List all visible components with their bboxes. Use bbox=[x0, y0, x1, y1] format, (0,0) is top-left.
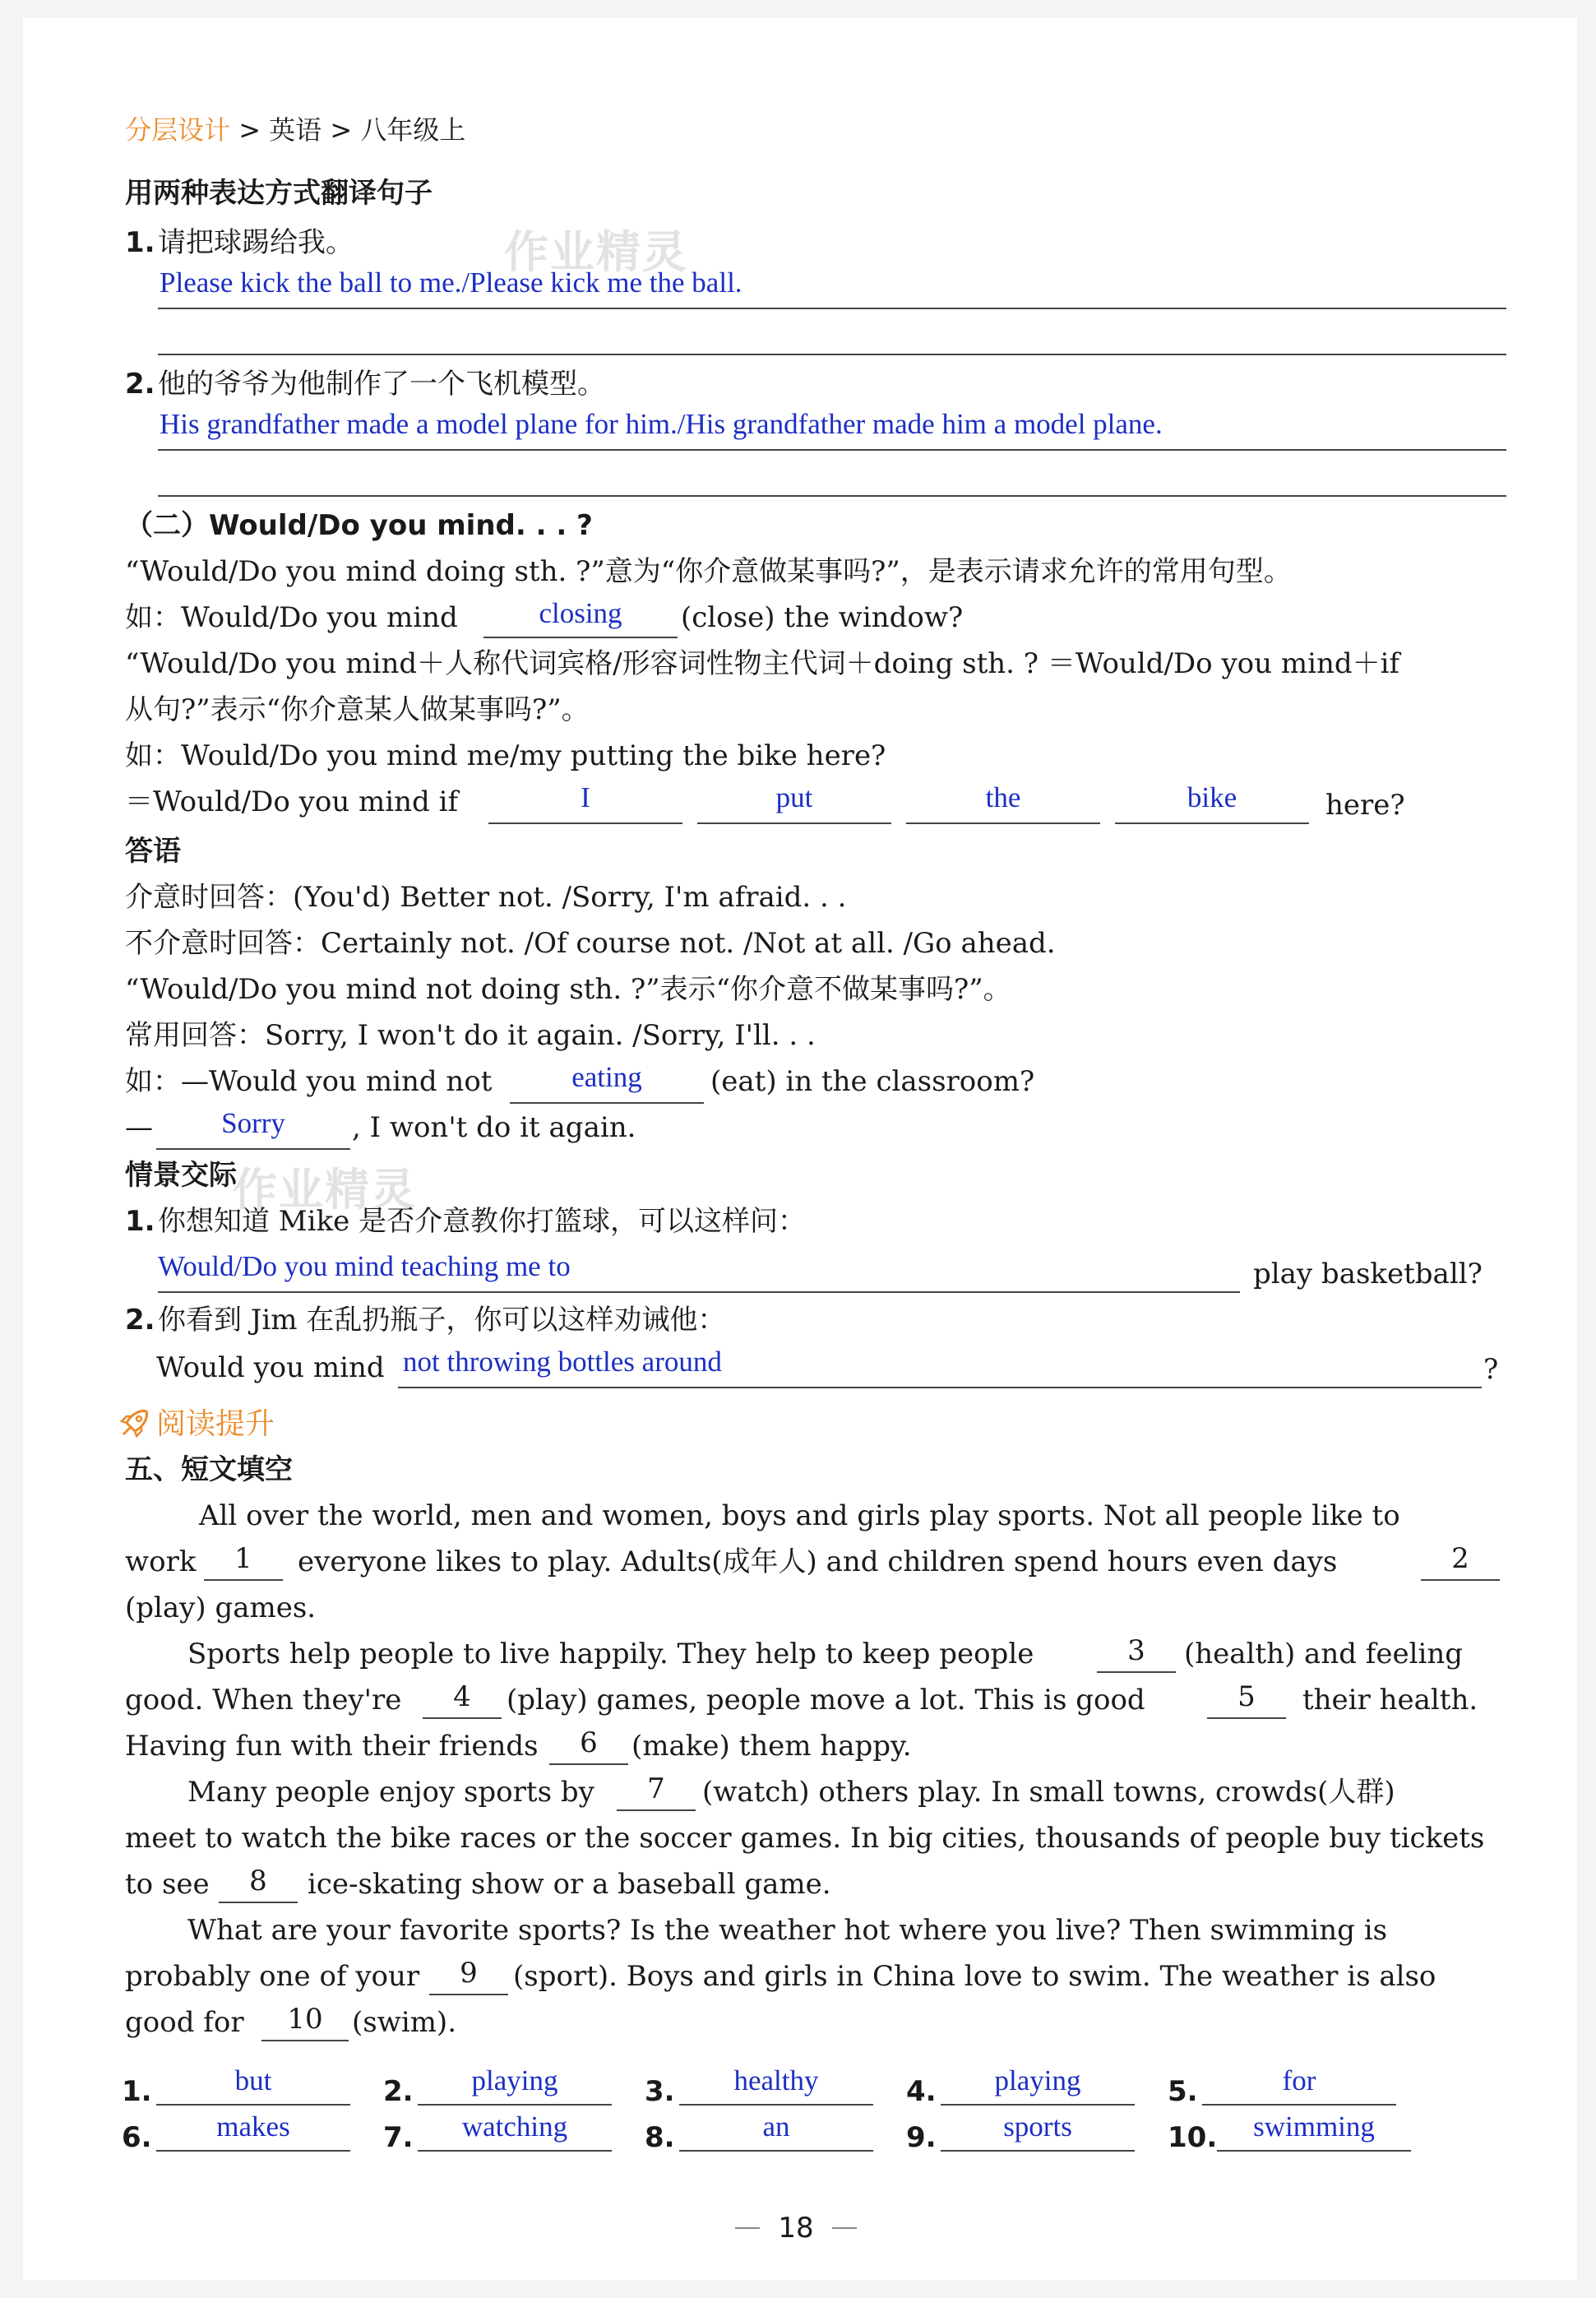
blank-answer: Sorry bbox=[221, 1107, 285, 1139]
answer-text: playing bbox=[994, 2064, 1081, 2096]
blank-number: 8 bbox=[249, 1865, 267, 1897]
passage-text: their health. bbox=[1302, 1684, 1478, 1717]
footer-dash bbox=[735, 2227, 760, 2229]
grammar-heading: （二）Would/Do you mind. . . ? bbox=[125, 509, 593, 542]
answer-number: 9. bbox=[906, 2121, 937, 2154]
answer-lead: Would you mind bbox=[156, 1351, 385, 1384]
answer-number: 10. bbox=[1168, 2121, 1218, 2154]
passage-text: (play) games, people move a lot. This is good bbox=[507, 1684, 1145, 1717]
grammar-line: “Would/Do you mind＋人称代词宾格/形容词性物主代词＋doing sth. ? ＝Would/Do you mind＋if bbox=[125, 647, 1400, 680]
question-text: 请把球踢给我。 bbox=[158, 226, 354, 259]
exercise-heading: 五、短文填空 bbox=[125, 1453, 293, 1486]
question-number: 2. bbox=[125, 368, 155, 401]
blank-answer: closing bbox=[539, 597, 622, 629]
blank-number: 5 bbox=[1237, 1680, 1256, 1713]
blank-number: 3 bbox=[1127, 1634, 1145, 1667]
grammar-example: 如：Would/Do you mind bbox=[125, 601, 458, 634]
blank-answer: put bbox=[775, 781, 813, 813]
passage-line: All over the world, men and women, boys and girls play sports. Not all people like to bbox=[199, 1499, 1400, 1532]
answer-text: watching bbox=[461, 2110, 568, 2143]
passage-text: ice-skating show or a baseball game. bbox=[308, 1868, 831, 1901]
question-number: 1. bbox=[125, 226, 155, 259]
reply-line: 不介意时回答：Certainly not. /Of course not. /Not at all. /Go ahead. bbox=[125, 927, 1056, 960]
worksheet-page bbox=[23, 18, 1577, 2280]
grammar-example-tail: here? bbox=[1325, 789, 1405, 822]
reading-section-title: 阅读提升 bbox=[156, 1407, 275, 1441]
blank-line bbox=[549, 1763, 628, 1765]
blank-number: 6 bbox=[580, 1726, 598, 1759]
answer-number: 1. bbox=[122, 2075, 152, 2108]
blank-line bbox=[510, 1102, 704, 1104]
reply-line: 介意时回答：(You'd) Better not. /Sorry, I'm afraid. . . bbox=[125, 881, 847, 914]
translate-heading: 用两种表达方式翻译句子 bbox=[125, 177, 433, 210]
answer-tail: play basketball? bbox=[1253, 1258, 1483, 1290]
breadcrumb-separator: > bbox=[330, 114, 353, 146]
blank-line bbox=[1115, 822, 1309, 824]
breadcrumb bbox=[125, 114, 466, 146]
blank-line bbox=[697, 822, 891, 824]
passage-text: (sport). Boys and girls in China love to swim. The weather is also bbox=[513, 1960, 1436, 1993]
breadcrumb-series: 分层设计 bbox=[125, 114, 231, 146]
blank-answer: the bbox=[985, 781, 1021, 813]
question-text: 你看到 Jim 在乱扔瓶子，你可以这样劝诫他： bbox=[158, 1304, 726, 1337]
answer-line bbox=[679, 2104, 873, 2106]
blank-line bbox=[1421, 1579, 1500, 1581]
breadcrumb-separator: > bbox=[238, 114, 261, 146]
passage-text: to see bbox=[125, 1868, 210, 1901]
passage-text: everyone likes to play. Adults(成年人) and children spend hours even days bbox=[298, 1545, 1338, 1578]
grammar-example: ＝Would/Do you mind if bbox=[125, 785, 459, 818]
question-text: 他的爷爷为他制作了一个飞机模型。 bbox=[158, 368, 605, 401]
grammar-example-tail: (close) the window? bbox=[681, 601, 964, 634]
answer-number: 5. bbox=[1168, 2075, 1198, 2108]
grammar-line: 从句?”表示“你介意某人做某事吗?”。 bbox=[125, 693, 590, 726]
answer-line bbox=[158, 495, 1506, 497]
blank-line bbox=[219, 1902, 298, 1903]
answer-line bbox=[418, 2104, 612, 2106]
reply-example-tail: (eat) in the classroom? bbox=[710, 1065, 1035, 1098]
breadcrumb-grade: 八年级上 bbox=[360, 114, 466, 146]
watermark: 作业精灵 bbox=[233, 1164, 417, 1216]
answer-line bbox=[941, 2150, 1135, 2152]
passage-line: meet to watch the bike races or the soccer games. In big cities, thousands of people buy tickets bbox=[125, 1822, 1485, 1855]
blank-number: 1 bbox=[234, 1542, 252, 1575]
answer-line bbox=[1202, 2104, 1396, 2106]
blank-line bbox=[204, 1579, 283, 1581]
answer-text: not throwing bottles around bbox=[403, 1346, 722, 1378]
blank-line bbox=[261, 2040, 349, 2041]
grammar-example: 如：Would/Do you mind me/my putting the bike here? bbox=[125, 739, 886, 772]
passage-text: good. When they're bbox=[125, 1684, 402, 1717]
question-text: 你想知道 Mike 是否介意教你打篮球，可以这样问： bbox=[158, 1205, 807, 1238]
passage-text: (health) and feeling bbox=[1184, 1638, 1464, 1670]
reply-example: — bbox=[125, 1111, 153, 1144]
blank-answer: eating bbox=[571, 1061, 642, 1093]
blank-line bbox=[906, 822, 1100, 824]
blank-number: 10 bbox=[287, 2003, 323, 2036]
passage-text: Sports help people to live happily. They help to keep people bbox=[187, 1638, 1034, 1670]
reading-rocket-icon bbox=[118, 1406, 151, 1439]
passage-line: What are your favorite sports? Is the weather hot where you live? Then swimming is bbox=[187, 1914, 1388, 1947]
blank-line bbox=[483, 637, 678, 638]
page-number: 18 bbox=[778, 2212, 814, 2245]
passage-text: (swim). bbox=[352, 2006, 457, 2039]
question-number: 1. bbox=[125, 1205, 155, 1238]
situation-heading: 情景交际 bbox=[125, 1159, 237, 1192]
passage-text: work bbox=[125, 1545, 197, 1578]
answer-number: 3. bbox=[645, 2075, 675, 2108]
blank-line bbox=[423, 1717, 502, 1719]
answer-number: 6. bbox=[122, 2121, 152, 2154]
answer-text: for bbox=[1282, 2064, 1316, 2096]
passage-text: Having fun with their friends bbox=[125, 1730, 539, 1763]
answer-line bbox=[158, 308, 1506, 309]
blank-answer: I bbox=[581, 781, 590, 813]
answer-text: Please kick the ball to me./Please kick me the ball. bbox=[160, 266, 742, 299]
blank-line bbox=[156, 1148, 350, 1150]
answer-line bbox=[418, 2150, 612, 2152]
blank-number: 9 bbox=[460, 1957, 478, 1990]
answer-line bbox=[941, 2104, 1135, 2106]
answer-line bbox=[158, 354, 1506, 355]
blank-number: 4 bbox=[453, 1680, 471, 1713]
reply-example: 如：—Would you mind not bbox=[125, 1065, 493, 1098]
passage-text: (make) them happy. bbox=[631, 1730, 912, 1763]
answer-line bbox=[1217, 2150, 1411, 2152]
answer-number: 7. bbox=[383, 2121, 414, 2154]
reply-line: “Would/Do you mind not doing sth. ?”表示“你介意不做某事吗?”。 bbox=[125, 973, 1011, 1006]
passage-text: (play) games. bbox=[125, 1591, 317, 1624]
answer-number: 4. bbox=[906, 2075, 937, 2108]
blank-number: 7 bbox=[647, 1772, 665, 1805]
passage-text: probably one of your bbox=[125, 1960, 420, 1993]
answer-line bbox=[158, 1291, 1240, 1293]
blank-answer: bike bbox=[1187, 781, 1237, 813]
passage-text: good for bbox=[125, 2006, 244, 2039]
blank-line bbox=[1207, 1717, 1286, 1719]
passage-text: Many people enjoy sports by bbox=[187, 1776, 594, 1809]
answer-text: but bbox=[234, 2064, 272, 2096]
blank-line bbox=[617, 1809, 696, 1811]
blank-line bbox=[488, 822, 682, 824]
blank-number: 2 bbox=[1451, 1542, 1469, 1575]
watermark: 作业精灵 bbox=[504, 226, 688, 278]
answer-line bbox=[156, 2150, 350, 2152]
answer-line bbox=[398, 1387, 1482, 1388]
answer-line bbox=[158, 449, 1506, 451]
grammar-line: “Would/Do you mind doing sth. ?”意为“你介意做某事吗?”，是表示请求允许的常用句型。 bbox=[125, 555, 1292, 588]
answer-line bbox=[156, 2104, 350, 2106]
breadcrumb-subject: 英语 bbox=[269, 114, 322, 146]
answer-number: 8. bbox=[645, 2121, 675, 2154]
answer-text: makes bbox=[216, 2110, 290, 2143]
answer-text: playing bbox=[471, 2064, 558, 2096]
passage-text: (watch) others play. In small towns, crowds(人群) bbox=[702, 1776, 1395, 1809]
answer-text: an bbox=[762, 2110, 790, 2143]
blank-line bbox=[429, 1994, 508, 1995]
answer-text: Would/Do you mind teaching me to bbox=[158, 1250, 571, 1282]
blank-line bbox=[1097, 1671, 1176, 1673]
answer-tail: ? bbox=[1483, 1353, 1499, 1386]
question-number: 2. bbox=[125, 1304, 155, 1337]
reply-example-tail: , I won't do it again. bbox=[352, 1111, 636, 1144]
answer-text: swimming bbox=[1253, 2110, 1375, 2143]
footer-dash bbox=[832, 2227, 857, 2229]
answer-text: healthy bbox=[733, 2064, 819, 2096]
answer-number: 2. bbox=[383, 2075, 414, 2108]
answer-text: His grandfather made a model plane for him./His grandfather made him a model plane. bbox=[160, 408, 1163, 440]
reply-heading: 答语 bbox=[125, 835, 181, 868]
reply-line: 常用回答：Sorry, I won't do it again. /Sorry, I'll. . . bbox=[125, 1019, 816, 1052]
answer-text: sports bbox=[1003, 2110, 1072, 2143]
answer-line bbox=[679, 2150, 873, 2152]
